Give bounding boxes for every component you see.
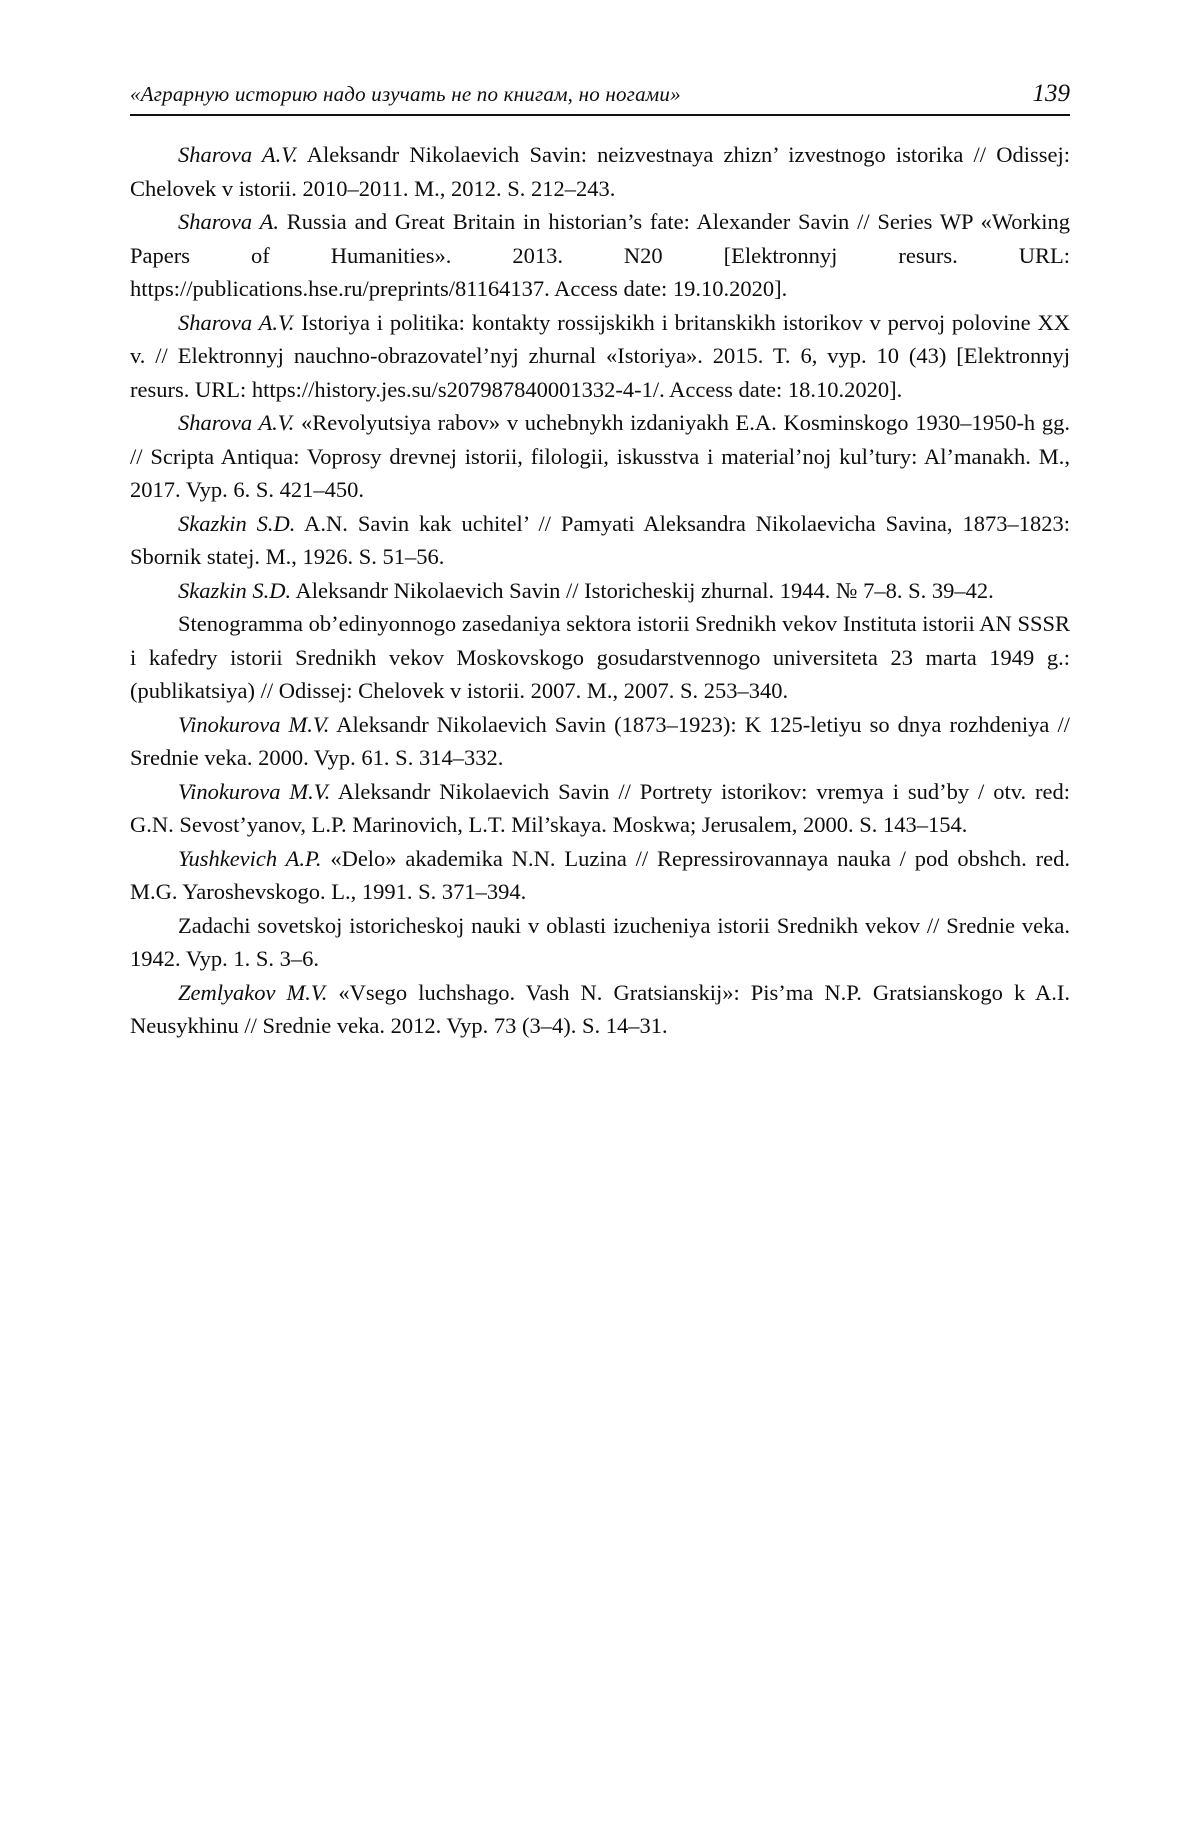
page-header	[130, 80, 1070, 114]
page-content	[100, 80, 1100, 1043]
reference-author: Sharova A.V.	[178, 410, 295, 435]
reference-text: A.N. Savin kak uchitel’ // Pamyati Aleksandra Nikolaevicha Savina, 1873–1823: Sbornik statej. M., 1926. S. 51–56.	[130, 510, 1070, 569]
reference-entry	[130, 909, 1070, 976]
reference-entry	[130, 205, 1070, 306]
reference-entry	[130, 607, 1070, 708]
reference-author: Sharova A.	[178, 209, 279, 234]
reference-author: Sharova A.V.	[178, 142, 298, 167]
reference-list	[130, 116, 1070, 1043]
reference-text: Zadachi sovetskoj istoricheskoj nauki v oblasti izucheniya istorii Srednikh vekov // Srednie veka. 1942. Vyp. 1. S. 3–6.	[130, 912, 1070, 971]
reference-text: Russia and Great Britain in historian’s fate: Alexander Savin // Series WP «Working Papers of Humanities». 2013. N20 [Elektronnyj resurs. URL: https://publications.hse.ru/preprints/81164137. Access date: 19.10.2020].	[130, 209, 1070, 301]
reference-author: Zemlyakov M.V.	[178, 979, 328, 1005]
reference-author: Skazkin S.D.	[178, 510, 296, 536]
reference-entry	[130, 306, 1070, 407]
reference-entry	[130, 842, 1070, 909]
reference-author: Vinokurova M.V.	[178, 711, 330, 737]
reference-text: Aleksandr Nikolaevich Savin (1873–1923): K 125-letiyu so dnya rozhdeniya // Srednie veka. 2000. Vyp. 61. S. 314–332.	[130, 711, 1070, 770]
reference-text: «Revolyutsiya rabov» v uchebnykh izdaniyakh E.A. Kosminskogo 1930–1950-h gg. // Scripta Antiqua: Voprosy drevnej istorii, filologii, iskusstva i material’noj kul’tury: Al’manakh. M., 2017. Vyp. 6. S. 421–450.	[130, 410, 1070, 502]
reference-text: Istoriya i politika: kontakty rossijskikh i britanskikh istorikov v pervoj polovine XX v. // Elektronnyj nauchno-obrazovatel’nyj zhurnal «Istoriya». 2015. T. 6, vyp. 10 (43) [Elektronnyj resurs. URL: https://history.jes.su/s207987840001332-4-1/. Access date: 18.10.2020].	[130, 309, 1070, 402]
reference-text: «Vsego luchshago. Vash N. Gratsianskij»: Pis’ma N.P. Gratsianskogo k A.I. Neusykhinu // Srednie veka. 2012. Vyp. 73 (3–4). S. 14–31.	[130, 979, 1070, 1038]
running-title: «Аграрную историю надо изучать не по книгам, но ногами»	[130, 82, 681, 106]
reference-author: Yushkevich A.P.	[178, 845, 322, 871]
reference-text: Aleksandr Nikolaevich Savin // Istoricheskij zhurnal. 1944. № 7–8. S. 39–42.	[291, 577, 994, 603]
reference-author: Skazkin S.D.	[178, 577, 292, 603]
reference-text: Stenogramma ob’edinyonnogo zasedaniya sektora istorii Srednikh vekov Instituta istorii AN SSSR i kafedry istorii Srednikh vekov Moskovskogo gosudarstvennogo universiteta 23 marta 1949 g.: (publikatsiya) // Odissej: Chelovek v istorii. 2007. M., 2007. S. 253–340.	[130, 611, 1070, 703]
reference-text: Aleksandr Nikolaevich Savin: neizvestnaya zhizn’ izvestnogo istorika // Odissej: Chelovek v istorii. 2010–2011. M., 2012. S. 212–243.	[130, 142, 1070, 201]
reference-author: Vinokurova M.V.	[178, 778, 331, 804]
reference-entry	[130, 574, 1070, 608]
reference-entry	[130, 976, 1070, 1043]
page-number: 139	[1032, 80, 1070, 107]
reference-entry	[130, 138, 1070, 205]
reference-entry	[130, 507, 1070, 574]
reference-entry	[130, 406, 1070, 507]
reference-author: Sharova A.V.	[178, 309, 295, 335]
reference-text: Aleksandr Nikolaevich Savin // Portrety istorikov: vremya i sud’by / otv. red: G.N. Sevost’yanov, L.P. Marinovich, L.T. Mil’skaya. Moskwa; Jerusalem, 2000. S. 143–154.	[130, 778, 1070, 837]
reference-entry	[130, 775, 1070, 842]
reference-entry	[130, 708, 1070, 775]
reference-text: «Delo» akademika N.N. Luzina // Repressirovannaya nauka / pod obshch. red. M.G. Yaroshevskogo. L., 1991. S. 371–394.	[130, 845, 1070, 904]
